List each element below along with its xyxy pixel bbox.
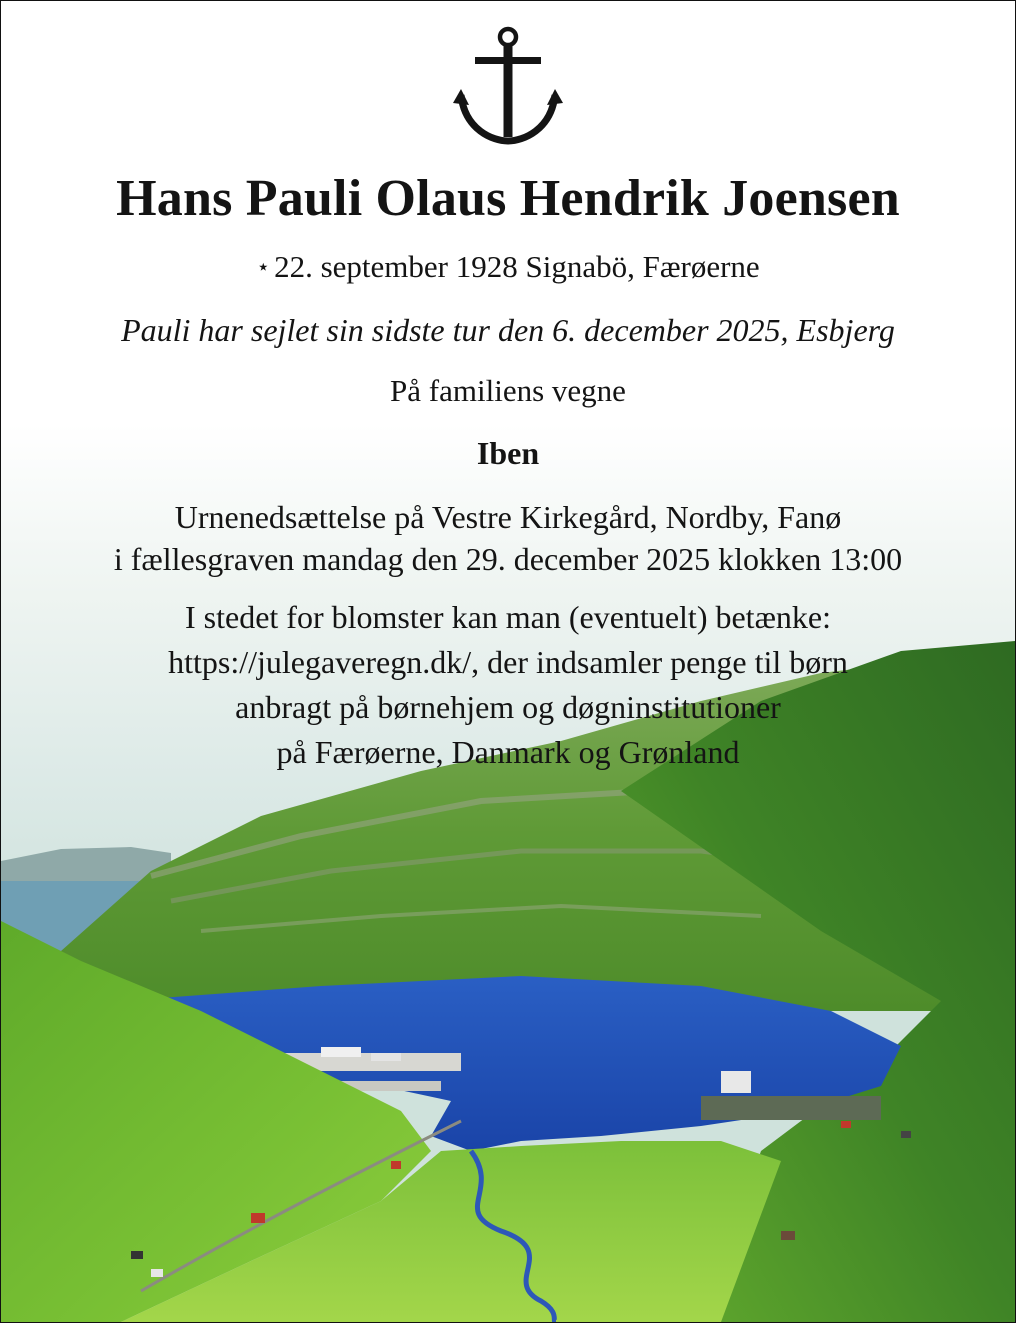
burial-line: i fællesgraven mandag den 29. december 2025 klokken 13:00	[113, 541, 903, 577]
death-line: Pauli har sejlet sin sidste tur den 6. december 2025, Esbjerg	[121, 312, 895, 348]
anchor-icon	[453, 25, 563, 147]
burial-info	[1, 496, 1015, 580]
burial-line: Urnenedsættelse på Vestre Kirkegård, Nordby, Fanø	[174, 499, 842, 535]
donation-info	[1, 595, 1015, 775]
birth-text: 22. september 1928 Signabö, Færøerne	[274, 249, 760, 284]
behalf-line: På familiens vegne	[390, 373, 626, 408]
deceased-name: Hans Pauli Olaus Hendrik Joensen	[116, 170, 900, 227]
donation-link-line: https://julegaveregn.dk/, der indsamler penge til børn	[168, 644, 848, 680]
donation-line: på Færøerne, Danmark og Grønland	[276, 734, 740, 770]
birth-line	[1, 249, 1015, 285]
donation-line: anbragt på børnehjem og døgninstitutioner	[235, 689, 781, 725]
signer-name: Iben	[476, 435, 540, 471]
star-icon: ⋆	[256, 254, 271, 279]
donation-line: I stedet for blomster kan man (eventuelt) betænke:	[184, 599, 831, 635]
